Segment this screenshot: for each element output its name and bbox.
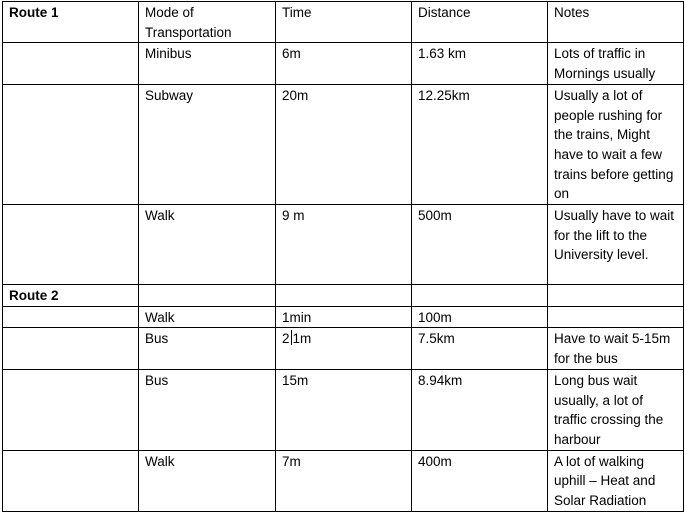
transport-routes-table [2, 1, 684, 512]
route-cell [3, 450, 139, 511]
mode-cell [139, 285, 276, 307]
header-distance: Distance [412, 2, 548, 43]
route-1-label: Route 1 [3, 2, 139, 43]
route-cell [3, 306, 139, 328]
time-cell [276, 328, 412, 369]
mode-cell: Subway [139, 84, 276, 204]
notes-cell [548, 306, 684, 328]
distance-cell: 12.25km [412, 84, 548, 204]
mode-cell: Walk [139, 450, 276, 511]
mode-cell: Walk [139, 205, 276, 285]
mode-cell: Bus [139, 328, 276, 369]
table-row [3, 450, 684, 511]
distance-cell: 400m [412, 450, 548, 511]
time-cell: 9 m [276, 205, 412, 285]
distance-cell: 7.5km [412, 328, 548, 369]
header-time: Time [276, 2, 412, 43]
table-row [3, 43, 684, 84]
header-mode: Mode of Transportation [139, 2, 276, 43]
route-cell [3, 369, 139, 450]
route-2-label: Route 2 [3, 285, 139, 307]
distance-cell: 8.94km [412, 369, 548, 450]
time-cell [276, 285, 412, 307]
header-notes: Notes [548, 2, 684, 43]
notes-cell: Have to wait 5-15m for the bus [548, 328, 684, 369]
route-cell [3, 205, 139, 285]
header-row [3, 2, 684, 43]
table-row [3, 306, 684, 328]
route-cell [3, 328, 139, 369]
table-row [3, 328, 684, 369]
distance-cell: 1.63 km [412, 43, 548, 84]
time-cell: 15m [276, 369, 412, 450]
route-2-header-row [3, 285, 684, 307]
notes-cell: Long bus wait usually, a lot of traffic crossing the harbour [548, 369, 684, 450]
notes-cell: A lot of walking uphill – Heat and Solar Radiation [548, 450, 684, 511]
time-cell: 1min [276, 306, 412, 328]
notes-cell: Lots of traffic in Mornings usually [548, 43, 684, 84]
notes-cell: Usually a lot of people rushing for the trains, Might have to wait a few trains before getting on [548, 84, 684, 204]
notes-cell: Usually have to wait for the lift to the University level. [548, 205, 684, 285]
time-text-part: 2 [282, 331, 290, 347]
notes-cell [548, 285, 684, 307]
distance-cell: 100m [412, 306, 548, 328]
mode-cell: Minibus [139, 43, 276, 84]
time-cell: 6m [276, 43, 412, 84]
mode-cell: Walk [139, 306, 276, 328]
distance-cell: 500m [412, 205, 548, 285]
table-row [3, 84, 684, 204]
table-row [3, 369, 684, 450]
table-row [3, 205, 684, 285]
mode-cell: Bus [139, 369, 276, 450]
route-cell [3, 84, 139, 204]
text-cursor-icon [291, 330, 292, 345]
time-cell: 20m [276, 84, 412, 204]
route-cell [3, 43, 139, 84]
time-cell: 7m [276, 450, 412, 511]
time-text-part: 1m [292, 331, 312, 347]
distance-cell [412, 285, 548, 307]
